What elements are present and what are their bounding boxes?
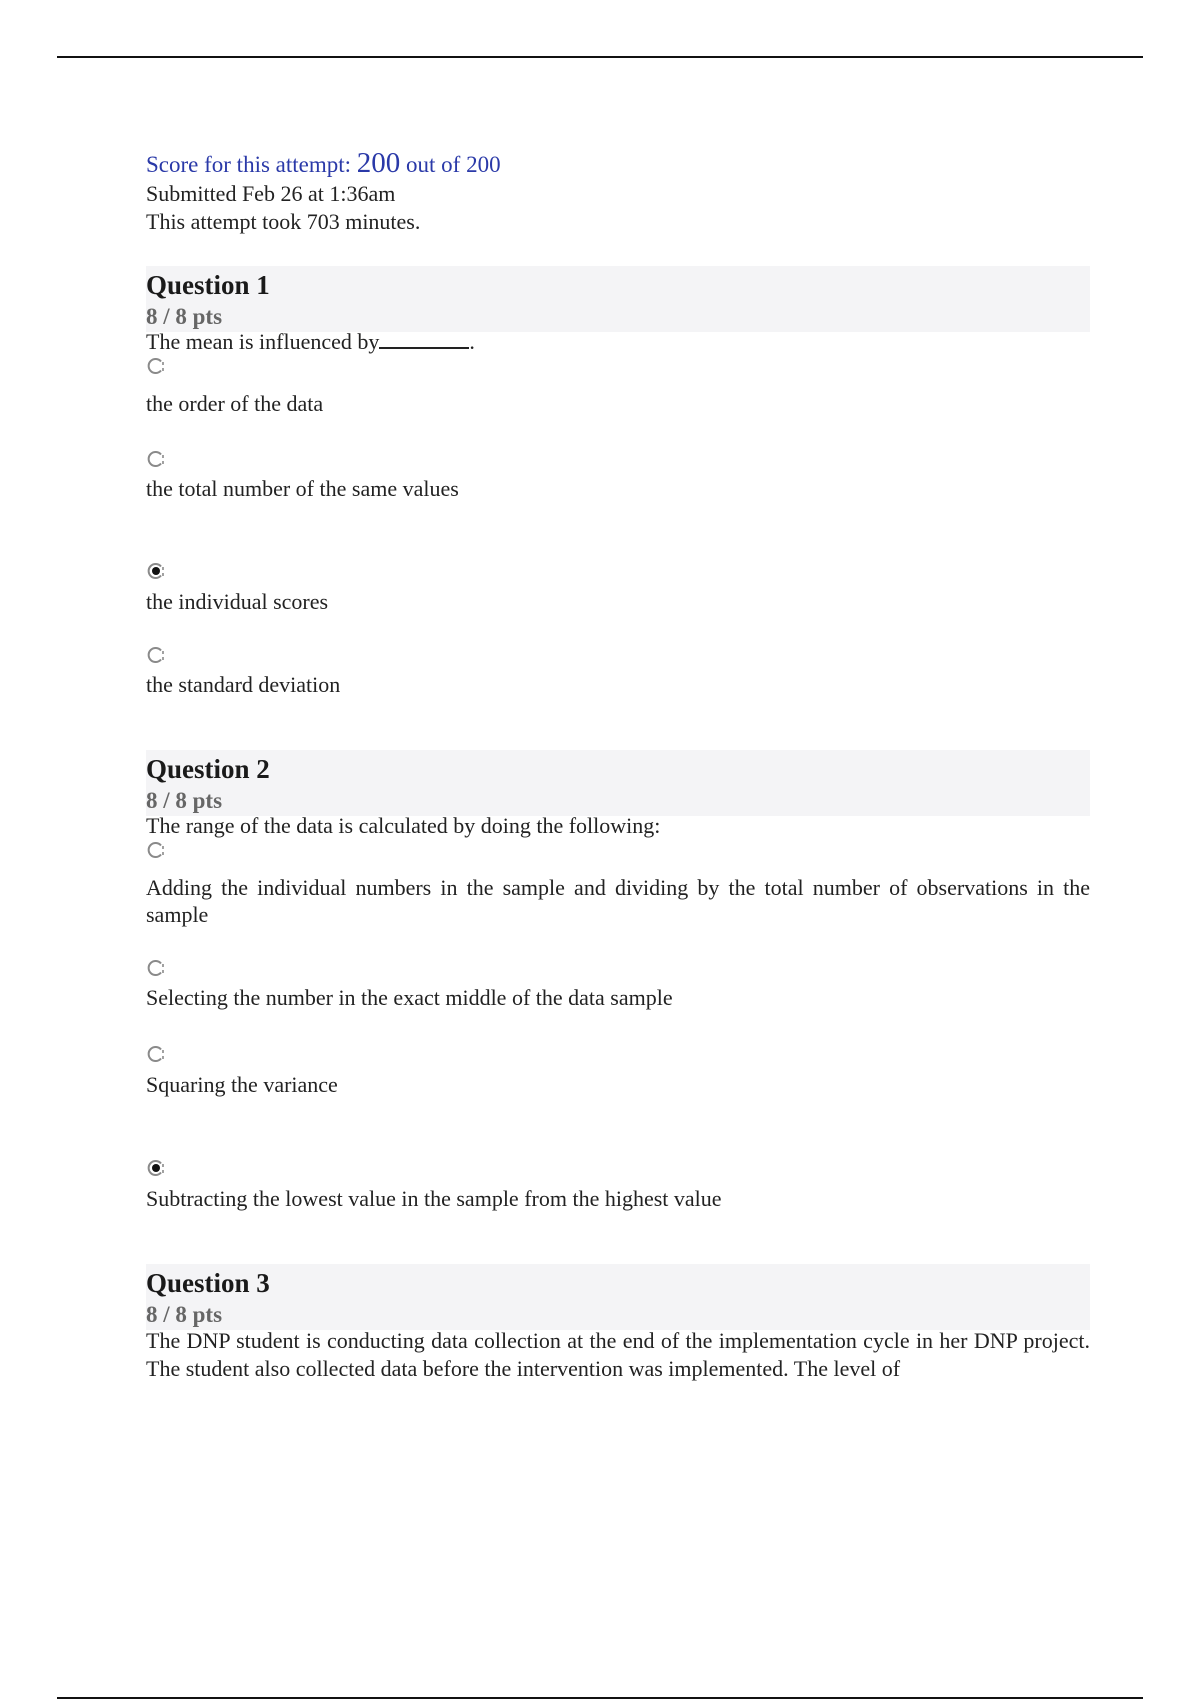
answer-label: Squaring the variance xyxy=(146,1072,338,1097)
answer-option[interactable] xyxy=(146,449,1090,502)
radio-unselected-icon[interactable] xyxy=(146,958,166,978)
radio-unselected-icon[interactable] xyxy=(146,449,166,469)
answer-label: Subtracting the lowest value in the sample from the highest value xyxy=(146,1186,722,1211)
question-title: Question 2 xyxy=(146,754,270,784)
radio-unselected-icon[interactable] xyxy=(146,356,166,376)
question-header xyxy=(146,750,1090,816)
score-line xyxy=(146,148,1090,180)
question-1 xyxy=(146,266,1090,698)
answer-label: the total number of the same values xyxy=(146,476,459,501)
radio-selected-icon[interactable] xyxy=(146,1158,166,1178)
question-title: Question 3 xyxy=(146,1268,270,1298)
answer-label: the individual scores xyxy=(146,589,329,614)
answer-label: Selecting the number in the exact middle of the data sample xyxy=(146,985,673,1010)
bottom-divider xyxy=(57,1697,1143,1699)
prompt-end: . xyxy=(469,329,475,354)
question-points: 8 / 8 pts xyxy=(146,788,223,813)
question-prompt: The DNP student is conducting data collection at the end of the implementation cycle in her DNP project. The student also collected data before the intervention was implemented. The level of xyxy=(146,1328,1090,1381)
answer-option[interactable] xyxy=(146,561,1090,615)
answer-option[interactable] xyxy=(146,356,1090,417)
question-title: Question 1 xyxy=(146,270,270,300)
score-value: 200 xyxy=(356,147,401,179)
answer-label: Adding the individual numbers in the sample and dividing by the total number of observations in the sample xyxy=(146,875,1090,927)
question-prompt xyxy=(146,328,1090,356)
question-prompt: The range of the data is calculated by doing the following: xyxy=(146,813,661,838)
question-header xyxy=(146,266,1090,332)
attempt-summary xyxy=(146,148,1090,236)
answer-label: the standard deviation xyxy=(146,672,341,697)
attempt-duration: This attempt took 703 minutes. xyxy=(146,209,421,234)
answer-option[interactable] xyxy=(146,1158,1090,1212)
top-divider xyxy=(57,56,1143,58)
answer-option[interactable] xyxy=(146,645,1090,698)
radio-selected-icon[interactable] xyxy=(146,561,166,581)
prompt-text: The mean is influenced by xyxy=(146,329,380,354)
score-suffix: out of 200 xyxy=(400,152,501,177)
question-points: 8 / 8 pts xyxy=(146,304,223,329)
answer-option[interactable] xyxy=(146,840,1090,928)
question-3 xyxy=(146,1264,1090,1383)
fill-blank xyxy=(379,329,469,349)
score-prefix: Score for this attempt: xyxy=(146,152,357,177)
radio-unselected-icon[interactable] xyxy=(146,1044,166,1064)
radio-unselected-icon[interactable] xyxy=(146,645,166,665)
answer-option[interactable] xyxy=(146,1044,1090,1098)
submitted-time: Submitted Feb 26 at 1:36am xyxy=(146,181,396,206)
question-2 xyxy=(146,750,1090,1212)
answer-option[interactable] xyxy=(146,958,1090,1011)
quiz-results xyxy=(146,148,1090,1383)
answer-label: the order of the data xyxy=(146,391,324,416)
question-header xyxy=(146,1264,1090,1330)
radio-unselected-icon[interactable] xyxy=(146,840,166,860)
question-points: 8 / 8 pts xyxy=(146,1302,223,1327)
